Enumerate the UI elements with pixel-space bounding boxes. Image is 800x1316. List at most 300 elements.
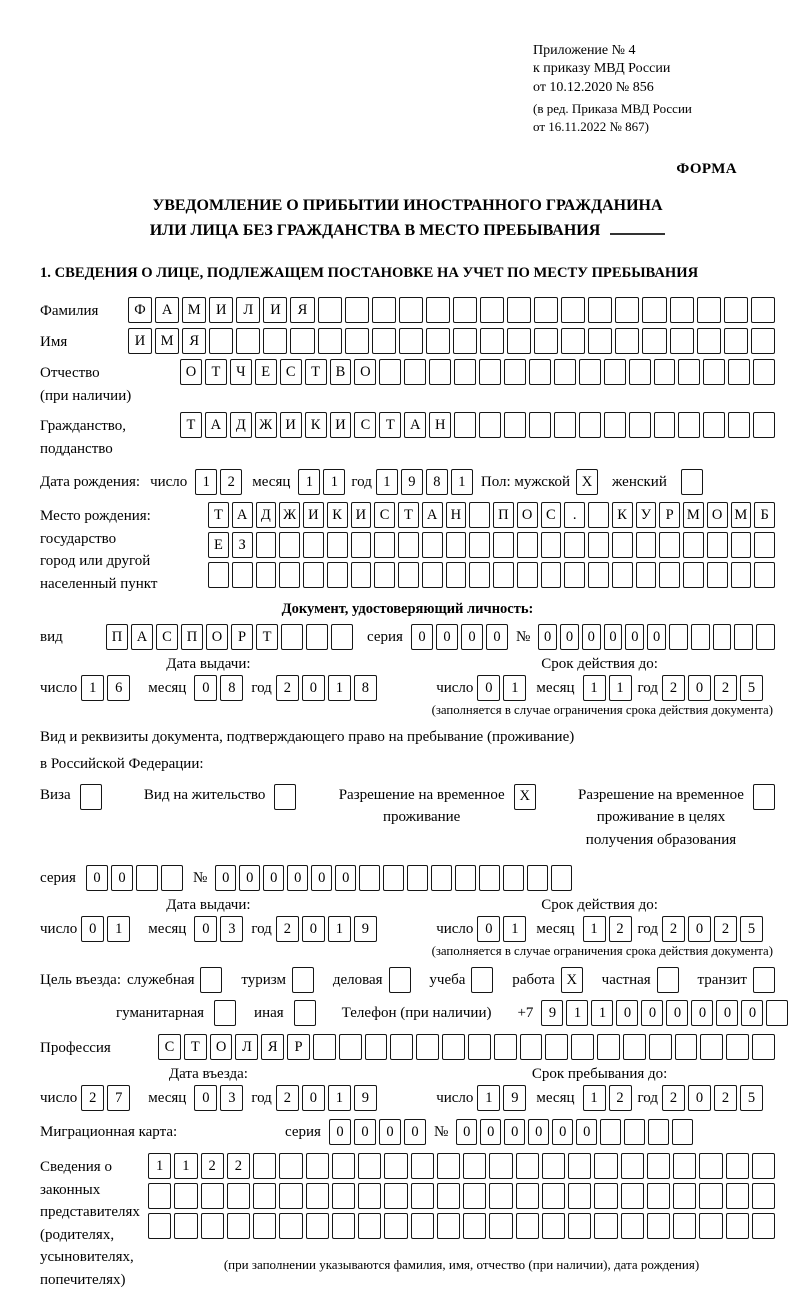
cell[interactable]: [253, 1153, 276, 1179]
cell[interactable]: С: [374, 502, 395, 528]
cell[interactable]: [516, 1153, 539, 1179]
cell[interactable]: [534, 328, 558, 354]
cell[interactable]: Т: [205, 359, 227, 385]
birth-place-cells-row1[interactable]: [208, 502, 775, 528]
cell[interactable]: X: [561, 967, 583, 993]
cell[interactable]: [339, 1034, 362, 1060]
cell[interactable]: [358, 1183, 381, 1209]
cell[interactable]: [629, 359, 651, 385]
cell[interactable]: [753, 359, 775, 385]
cell[interactable]: [431, 865, 452, 891]
cell[interactable]: С: [158, 1034, 181, 1060]
cell[interactable]: [697, 297, 721, 323]
cell[interactable]: Т: [208, 502, 229, 528]
cell[interactable]: 1: [566, 1000, 588, 1026]
representatives-cells-row1[interactable]: [148, 1153, 775, 1179]
cell[interactable]: [568, 1213, 591, 1239]
cell[interactable]: [256, 562, 277, 588]
cell[interactable]: Ф: [128, 297, 152, 323]
cell[interactable]: [504, 359, 526, 385]
cell[interactable]: 0: [404, 1119, 426, 1145]
doc-seriya-cells[interactable]: [411, 624, 508, 650]
cell[interactable]: [699, 1153, 722, 1179]
cell[interactable]: [426, 328, 450, 354]
doc-type-cells[interactable]: [106, 624, 353, 650]
cell[interactable]: [174, 1183, 197, 1209]
cell[interactable]: [161, 865, 183, 891]
patronymic-cells[interactable]: [180, 359, 775, 385]
citizenship-cells[interactable]: [180, 412, 775, 438]
cell[interactable]: 2: [276, 1085, 299, 1111]
cell[interactable]: [479, 359, 501, 385]
cell[interactable]: 2: [276, 675, 299, 701]
cell[interactable]: З: [232, 532, 253, 558]
cell[interactable]: [148, 1213, 171, 1239]
cell[interactable]: 0: [302, 1085, 325, 1111]
migration-number-cells[interactable]: [456, 1119, 693, 1145]
cell[interactable]: [263, 328, 287, 354]
cell[interactable]: [604, 359, 626, 385]
birth-place-cells-row2[interactable]: [208, 532, 775, 558]
cell[interactable]: [542, 1183, 565, 1209]
cell[interactable]: [561, 297, 585, 323]
cell[interactable]: [541, 532, 562, 558]
cell[interactable]: 5: [740, 916, 763, 942]
cell[interactable]: 1: [583, 916, 606, 942]
cell[interactable]: 0: [329, 1119, 351, 1145]
cell[interactable]: [489, 1213, 512, 1239]
cell[interactable]: [463, 1153, 486, 1179]
cell[interactable]: [516, 1183, 539, 1209]
cell[interactable]: [541, 562, 562, 588]
cell[interactable]: [279, 1183, 302, 1209]
cell[interactable]: 0: [335, 865, 356, 891]
cell[interactable]: 2: [227, 1153, 250, 1179]
cell[interactable]: [675, 1034, 698, 1060]
cell[interactable]: [503, 865, 524, 891]
cell[interactable]: [588, 532, 609, 558]
cell[interactable]: 0: [582, 624, 601, 650]
cell[interactable]: [227, 1183, 250, 1209]
identity-valid-day[interactable]: [477, 675, 526, 701]
cell[interactable]: 1: [583, 1085, 606, 1111]
cell[interactable]: [379, 359, 401, 385]
cell[interactable]: Я: [182, 328, 206, 354]
cell[interactable]: 2: [714, 916, 737, 942]
cell[interactable]: 1: [323, 469, 345, 495]
cell[interactable]: [642, 328, 666, 354]
cell[interactable]: [351, 532, 372, 558]
cell[interactable]: [318, 297, 342, 323]
sex-female-checkbox[interactable]: [681, 469, 703, 495]
temp-residence-checkbox[interactable]: [514, 784, 536, 810]
cell[interactable]: 1: [328, 675, 351, 701]
cell[interactable]: 0: [379, 1119, 401, 1145]
cell[interactable]: [480, 328, 504, 354]
purpose-delovaya-checkbox[interactable]: [389, 967, 411, 993]
cell[interactable]: 2: [662, 1085, 685, 1111]
cell[interactable]: [446, 562, 467, 588]
cell[interactable]: 0: [604, 624, 623, 650]
cell[interactable]: [673, 1213, 696, 1239]
cell[interactable]: 2: [276, 916, 299, 942]
cell[interactable]: [454, 412, 476, 438]
cell[interactable]: [281, 624, 303, 650]
cell[interactable]: 7: [107, 1085, 130, 1111]
cell[interactable]: 2: [662, 675, 685, 701]
cell[interactable]: 2: [220, 469, 242, 495]
cell[interactable]: И: [330, 412, 352, 438]
cell[interactable]: 2: [81, 1085, 104, 1111]
cell[interactable]: [670, 297, 694, 323]
cell[interactable]: [313, 1034, 336, 1060]
cell[interactable]: 0: [287, 865, 308, 891]
cell[interactable]: [529, 412, 551, 438]
cell[interactable]: С: [280, 359, 302, 385]
cell[interactable]: [734, 624, 753, 650]
cell[interactable]: [699, 1183, 722, 1209]
cell[interactable]: [621, 1183, 644, 1209]
cell[interactable]: 0: [688, 675, 711, 701]
cell[interactable]: [209, 328, 233, 354]
cell[interactable]: П: [181, 624, 203, 650]
cell[interactable]: [752, 1213, 775, 1239]
cell[interactable]: [331, 624, 353, 650]
cell[interactable]: [751, 328, 775, 354]
cell[interactable]: 1: [609, 675, 632, 701]
cell[interactable]: [753, 784, 775, 810]
cell[interactable]: [588, 297, 612, 323]
cell[interactable]: [678, 412, 700, 438]
cell[interactable]: [416, 1034, 439, 1060]
cell[interactable]: С: [541, 502, 562, 528]
cell[interactable]: [517, 562, 538, 588]
identity-valid-year[interactable]: [662, 675, 763, 701]
cell[interactable]: [469, 562, 490, 588]
cell[interactable]: [670, 328, 694, 354]
cell[interactable]: 2: [609, 1085, 632, 1111]
cell[interactable]: [551, 865, 572, 891]
cell[interactable]: [564, 562, 585, 588]
purpose-chastnaya-checkbox[interactable]: [657, 967, 679, 993]
cell[interactable]: [683, 532, 704, 558]
cell[interactable]: 0: [616, 1000, 638, 1026]
residence-valid-year[interactable]: [662, 916, 763, 942]
cell[interactable]: О: [206, 624, 228, 650]
cell[interactable]: [669, 624, 688, 650]
cell[interactable]: 0: [716, 1000, 738, 1026]
cell[interactable]: 8: [426, 469, 448, 495]
cell[interactable]: [351, 562, 372, 588]
cell[interactable]: П: [493, 502, 514, 528]
cell[interactable]: [201, 1213, 224, 1239]
cell[interactable]: [636, 562, 657, 588]
cell[interactable]: 3: [220, 1085, 243, 1111]
cell[interactable]: 0: [625, 624, 644, 650]
cell[interactable]: 0: [311, 865, 332, 891]
cell[interactable]: [390, 1034, 413, 1060]
cell[interactable]: [411, 1153, 434, 1179]
cell[interactable]: [136, 865, 158, 891]
cell[interactable]: Т: [180, 412, 202, 438]
cell[interactable]: М: [683, 502, 704, 528]
cell[interactable]: [554, 412, 576, 438]
cell[interactable]: О: [354, 359, 376, 385]
cell[interactable]: О: [210, 1034, 233, 1060]
representatives-cells-row2[interactable]: [148, 1183, 775, 1209]
cell[interactable]: О: [180, 359, 202, 385]
cell[interactable]: [463, 1183, 486, 1209]
identity-issue-year[interactable]: [276, 675, 377, 701]
cell[interactable]: [707, 562, 728, 588]
cell[interactable]: [455, 865, 476, 891]
residence-number-cells[interactable]: [215, 865, 572, 891]
cell[interactable]: [214, 1000, 236, 1026]
cell[interactable]: [480, 297, 504, 323]
cell[interactable]: [292, 967, 314, 993]
cell[interactable]: [279, 532, 300, 558]
cell[interactable]: [290, 328, 314, 354]
cell[interactable]: [726, 1213, 749, 1239]
cell[interactable]: [306, 1183, 329, 1209]
cell[interactable]: Ж: [279, 502, 300, 528]
cell[interactable]: [306, 1213, 329, 1239]
cell[interactable]: 1: [81, 675, 104, 701]
cell[interactable]: [554, 359, 576, 385]
cell[interactable]: X: [576, 469, 598, 495]
cell[interactable]: [588, 502, 609, 528]
cell[interactable]: 0: [302, 916, 325, 942]
cell[interactable]: [493, 562, 514, 588]
cell[interactable]: [529, 359, 551, 385]
cell[interactable]: [731, 532, 752, 558]
cell[interactable]: [642, 297, 666, 323]
cell[interactable]: И: [280, 412, 302, 438]
cell[interactable]: 9: [354, 1085, 377, 1111]
cell[interactable]: [494, 1034, 517, 1060]
cell[interactable]: [579, 412, 601, 438]
cell[interactable]: 0: [194, 916, 217, 942]
cell[interactable]: [374, 532, 395, 558]
cell[interactable]: [422, 532, 443, 558]
cell[interactable]: 0: [741, 1000, 763, 1026]
cell[interactable]: [636, 532, 657, 558]
cell[interactable]: [479, 412, 501, 438]
cell[interactable]: [647, 1183, 670, 1209]
cell[interactable]: [703, 359, 725, 385]
cell[interactable]: [659, 532, 680, 558]
cell[interactable]: 1: [148, 1153, 171, 1179]
cell[interactable]: 1: [298, 469, 320, 495]
identity-issue-month[interactable]: [194, 675, 243, 701]
cell[interactable]: 0: [560, 624, 579, 650]
cell[interactable]: [411, 1213, 434, 1239]
cell[interactable]: А: [131, 624, 153, 650]
title-blank-line[interactable]: [610, 233, 665, 235]
cell[interactable]: И: [351, 502, 372, 528]
cell[interactable]: 5: [740, 1085, 763, 1111]
cell[interactable]: [672, 1119, 693, 1145]
cell[interactable]: С: [156, 624, 178, 650]
cell[interactable]: [724, 328, 748, 354]
cell[interactable]: Е: [255, 359, 277, 385]
cell[interactable]: [454, 359, 476, 385]
cell[interactable]: [80, 784, 102, 810]
cell[interactable]: [700, 1034, 723, 1060]
cell[interactable]: 0: [688, 1085, 711, 1111]
cell[interactable]: В: [330, 359, 352, 385]
birth-year-cells[interactable]: [376, 469, 473, 495]
cell[interactable]: 2: [609, 916, 632, 942]
cell[interactable]: 0: [528, 1119, 549, 1145]
cell[interactable]: 0: [641, 1000, 663, 1026]
cell[interactable]: Н: [429, 412, 451, 438]
cell[interactable]: [437, 1153, 460, 1179]
birth-place-cells-row3[interactable]: [208, 562, 775, 588]
cell[interactable]: [703, 412, 725, 438]
cell[interactable]: [407, 865, 428, 891]
cell[interactable]: [279, 1213, 302, 1239]
cell[interactable]: [358, 1153, 381, 1179]
identity-issue-day[interactable]: [81, 675, 130, 701]
cell[interactable]: К: [327, 502, 348, 528]
purpose-tranzit-checkbox[interactable]: [753, 967, 775, 993]
cell[interactable]: [253, 1213, 276, 1239]
cell[interactable]: [384, 1183, 407, 1209]
cell[interactable]: [673, 1153, 696, 1179]
cell[interactable]: Н: [446, 502, 467, 528]
cell[interactable]: [493, 532, 514, 558]
cell[interactable]: 0: [576, 1119, 597, 1145]
cell[interactable]: [527, 865, 548, 891]
cell[interactable]: [751, 297, 775, 323]
cell[interactable]: 0: [538, 624, 557, 650]
cell[interactable]: 2: [201, 1153, 224, 1179]
cell[interactable]: 1: [174, 1153, 197, 1179]
cell[interactable]: 0: [86, 865, 108, 891]
cell[interactable]: [489, 1183, 512, 1209]
cell[interactable]: Б: [754, 502, 775, 528]
cell[interactable]: [752, 1153, 775, 1179]
cell[interactable]: [303, 532, 324, 558]
cell[interactable]: 0: [477, 916, 500, 942]
cell[interactable]: 0: [552, 1119, 573, 1145]
cell[interactable]: [372, 328, 396, 354]
cell[interactable]: [542, 1213, 565, 1239]
cell[interactable]: [707, 532, 728, 558]
cell[interactable]: [256, 532, 277, 558]
cell[interactable]: [399, 297, 423, 323]
cell[interactable]: [200, 967, 222, 993]
cell[interactable]: [624, 1119, 645, 1145]
purpose-gumanitarnaya-checkbox[interactable]: [214, 1000, 236, 1026]
cell[interactable]: [453, 297, 477, 323]
cell[interactable]: [542, 1153, 565, 1179]
cell[interactable]: [699, 1213, 722, 1239]
cell[interactable]: 0: [477, 675, 500, 701]
cell[interactable]: [517, 532, 538, 558]
cell[interactable]: [236, 328, 260, 354]
cell[interactable]: 0: [302, 675, 325, 701]
cell[interactable]: [437, 1183, 460, 1209]
cell[interactable]: [422, 562, 443, 588]
residence-permit-checkbox[interactable]: [274, 784, 296, 810]
cell[interactable]: [579, 359, 601, 385]
cell[interactable]: [442, 1034, 465, 1060]
cell[interactable]: [561, 328, 585, 354]
cell[interactable]: [728, 412, 750, 438]
cell[interactable]: [659, 562, 680, 588]
cell[interactable]: Е: [208, 532, 229, 558]
cell[interactable]: [148, 1183, 171, 1209]
cell[interactable]: [332, 1153, 355, 1179]
cell[interactable]: А: [155, 297, 179, 323]
cell[interactable]: Ч: [230, 359, 252, 385]
cell[interactable]: [726, 1183, 749, 1209]
cell[interactable]: [279, 1153, 302, 1179]
cell[interactable]: [568, 1153, 591, 1179]
cell[interactable]: 2: [714, 1085, 737, 1111]
residence-seriya-cells[interactable]: [86, 865, 183, 891]
cell[interactable]: [588, 562, 609, 588]
stay-year[interactable]: [662, 1085, 763, 1111]
cell[interactable]: [372, 297, 396, 323]
entry-year[interactable]: [276, 1085, 377, 1111]
cell[interactable]: 0: [354, 1119, 376, 1145]
cell[interactable]: Р: [287, 1034, 310, 1060]
cell[interactable]: С: [354, 412, 376, 438]
cell[interactable]: [504, 412, 526, 438]
cell[interactable]: О: [707, 502, 728, 528]
cell[interactable]: [647, 1153, 670, 1179]
cell[interactable]: [306, 1153, 329, 1179]
cell[interactable]: [389, 967, 411, 993]
cell[interactable]: [463, 1213, 486, 1239]
cell[interactable]: К: [612, 502, 633, 528]
cell[interactable]: [654, 359, 676, 385]
cell[interactable]: [469, 532, 490, 558]
cell[interactable]: 1: [107, 916, 130, 942]
cell[interactable]: [318, 328, 342, 354]
cell[interactable]: 0: [215, 865, 236, 891]
cell[interactable]: И: [209, 297, 233, 323]
cell[interactable]: [697, 328, 721, 354]
cell[interactable]: [594, 1183, 617, 1209]
cell[interactable]: [594, 1213, 617, 1239]
cell[interactable]: [691, 624, 710, 650]
cell[interactable]: 0: [486, 624, 508, 650]
cell[interactable]: [604, 412, 626, 438]
cell[interactable]: 0: [456, 1119, 477, 1145]
residence-issue-year[interactable]: [276, 916, 377, 942]
cell[interactable]: [332, 1213, 355, 1239]
cell[interactable]: И: [263, 297, 287, 323]
cell[interactable]: [446, 532, 467, 558]
cell[interactable]: 0: [411, 624, 433, 650]
cell[interactable]: [623, 1034, 646, 1060]
cell[interactable]: [227, 1213, 250, 1239]
cell[interactable]: А: [205, 412, 227, 438]
cell[interactable]: [398, 532, 419, 558]
profession-cells[interactable]: [158, 1034, 775, 1060]
doc-number-cells[interactable]: [538, 624, 775, 650]
cell[interactable]: [359, 865, 380, 891]
cell[interactable]: [657, 967, 679, 993]
cell[interactable]: [471, 967, 493, 993]
cell[interactable]: 6: [107, 675, 130, 701]
cell[interactable]: 9: [503, 1085, 526, 1111]
cell[interactable]: О: [517, 502, 538, 528]
